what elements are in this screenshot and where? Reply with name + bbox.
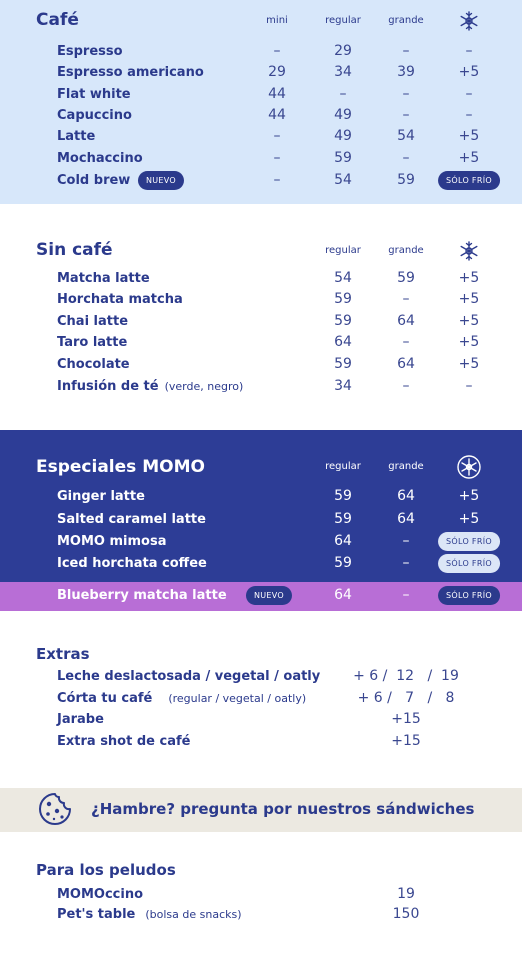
snowflake-icon <box>457 455 481 479</box>
price-cold: – <box>465 86 473 102</box>
col-grande-header: grande <box>388 15 424 26</box>
price-regular: 64 <box>334 587 352 603</box>
price-cold: +5 <box>458 150 480 166</box>
item-name: Iced horchata coffee <box>57 556 207 571</box>
item-name-text: Infusión de té <box>57 379 159 394</box>
item-name: Espresso <box>57 44 123 59</box>
sin-cafe-section <box>0 204 522 430</box>
cookie-icon <box>38 792 72 826</box>
extra-note: (regular / vegetal / oatly) <box>168 692 307 705</box>
price-grande: 64 <box>397 356 415 372</box>
item-note: (verde, negro) <box>164 380 244 393</box>
price-cold: +5 <box>458 270 480 286</box>
extras-section <box>0 611 522 788</box>
col-mini-header: mini <box>266 15 288 26</box>
only-cold-badge: SÓLO FRÍO <box>438 586 500 605</box>
only-cold-badge: SÓLO FRÍO <box>438 532 500 551</box>
price-regular: 59 <box>334 150 352 166</box>
price-grande: – <box>402 86 410 102</box>
price-cold: +5 <box>458 291 480 307</box>
extra-price: + 6 / 12 / 19 <box>353 668 459 684</box>
price-grande: 54 <box>397 128 415 144</box>
especiales-title: Especiales MOMO <box>36 457 205 477</box>
hambre-text: ¿Hambre? pregunta por nuestros sándwiches <box>91 800 475 818</box>
price-regular: 59 <box>334 555 352 571</box>
price-grande: – <box>402 587 410 603</box>
item-name: Cold brew <box>57 173 131 188</box>
pet-item-name: MOMOccino <box>57 887 144 902</box>
price-grande: – <box>402 291 410 307</box>
especiales-row-highlight <box>0 582 522 611</box>
cafe-section <box>0 0 522 204</box>
price-regular: 59 <box>334 313 352 329</box>
item-name: Chai latte <box>57 314 129 329</box>
item-name: MOMO mimosa <box>57 534 167 549</box>
extra-price: + 6 / 7 / 8 <box>357 690 455 706</box>
price-cold: – <box>465 378 473 394</box>
price-grande: – <box>402 107 410 123</box>
peludos-title: Para los peludos <box>36 861 176 879</box>
price-regular: 59 <box>334 291 352 307</box>
price-mini: – <box>273 150 281 166</box>
cafe-title: Café <box>36 10 79 30</box>
extra-price: +15 <box>391 711 421 727</box>
snowflake-icon <box>458 10 480 32</box>
price-mini: 44 <box>268 107 286 123</box>
price-grande: – <box>402 150 410 166</box>
item-name: Latte <box>57 129 96 144</box>
price-regular: – <box>339 86 347 102</box>
item-name <box>57 379 243 394</box>
price-regular: 54 <box>334 270 352 286</box>
col-regular-header: regular <box>325 245 361 256</box>
price-cold: +5 <box>458 511 480 527</box>
new-badge: NUEVO <box>138 171 184 190</box>
price-grande: 59 <box>397 172 415 188</box>
col-grande-header: grande <box>388 245 424 256</box>
price-mini: 29 <box>268 64 286 80</box>
pet-item-price: 19 <box>397 886 415 902</box>
price-cold: +5 <box>458 334 480 350</box>
extra-name <box>57 691 306 706</box>
only-cold-badge: SÓLO FRÍO <box>438 554 500 573</box>
price-mini: – <box>273 172 281 188</box>
price-regular: 34 <box>334 64 352 80</box>
item-name: Capuccino <box>57 108 132 123</box>
item-name: Espresso americano <box>57 65 204 80</box>
price-regular: 64 <box>334 334 352 350</box>
price-grande: 64 <box>397 313 415 329</box>
item-name: Blueberry matcha latte <box>57 588 227 603</box>
price-grande: 64 <box>397 511 415 527</box>
price-cold: +5 <box>458 488 480 504</box>
price-regular: 59 <box>334 511 352 527</box>
extra-price: +15 <box>391 733 421 749</box>
pet-item-name-text: Pet's table <box>57 907 136 922</box>
col-regular-header: regular <box>325 15 361 26</box>
price-grande: 64 <box>397 488 415 504</box>
item-name: Salted caramel latte <box>57 512 206 527</box>
price-regular: 64 <box>334 533 352 549</box>
new-badge: NUEVO <box>246 586 292 605</box>
price-grande: – <box>402 334 410 350</box>
snowflake-icon <box>458 240 480 262</box>
extras-title: Extras <box>36 645 90 663</box>
price-cold: +5 <box>458 313 480 329</box>
price-mini: – <box>273 128 281 144</box>
item-name: Chocolate <box>57 357 130 372</box>
price-cold: – <box>465 107 473 123</box>
item-name: Flat white <box>57 87 131 102</box>
item-name: Mochaccino <box>57 151 143 166</box>
pet-item-price: 150 <box>392 906 420 922</box>
price-cold: +5 <box>458 64 480 80</box>
price-regular: 54 <box>334 172 352 188</box>
col-regular-header: regular <box>325 461 361 472</box>
only-cold-badge: SÓLO FRÍO <box>438 171 500 190</box>
price-cold: – <box>465 43 473 59</box>
price-regular: 59 <box>334 488 352 504</box>
extra-name: Leche deslactosada / vegetal / oatly <box>57 669 321 684</box>
price-cold: +5 <box>458 356 480 372</box>
price-regular: 34 <box>334 378 352 394</box>
item-name: Matcha latte <box>57 271 150 286</box>
extra-name: Extra shot de café <box>57 734 191 749</box>
price-grande: 59 <box>397 270 415 286</box>
price-regular: 49 <box>334 128 352 144</box>
item-name: Ginger latte <box>57 489 145 504</box>
price-grande: – <box>402 555 410 571</box>
price-regular: 29 <box>334 43 352 59</box>
price-mini: – <box>273 43 281 59</box>
price-regular: 59 <box>334 356 352 372</box>
price-grande: – <box>402 533 410 549</box>
pet-item-note: (bolsa de snacks) <box>145 908 242 921</box>
extra-name: Jarabe <box>57 712 104 727</box>
price-grande: – <box>402 378 410 394</box>
price-regular: 49 <box>334 107 352 123</box>
extra-name-text: Córta tu café <box>57 691 153 706</box>
price-cold: +5 <box>458 128 480 144</box>
item-name: Taro latte <box>57 335 128 350</box>
item-name: Horchata matcha <box>57 292 183 307</box>
hambre-banner <box>0 788 522 832</box>
especiales-section <box>0 430 522 582</box>
col-grande-header: grande <box>388 461 424 472</box>
sin-cafe-title: Sin café <box>36 240 113 260</box>
price-grande: 39 <box>397 64 415 80</box>
pet-item-name <box>57 907 242 922</box>
price-mini: 44 <box>268 86 286 102</box>
peludos-section <box>0 832 522 954</box>
price-grande: – <box>402 43 410 59</box>
